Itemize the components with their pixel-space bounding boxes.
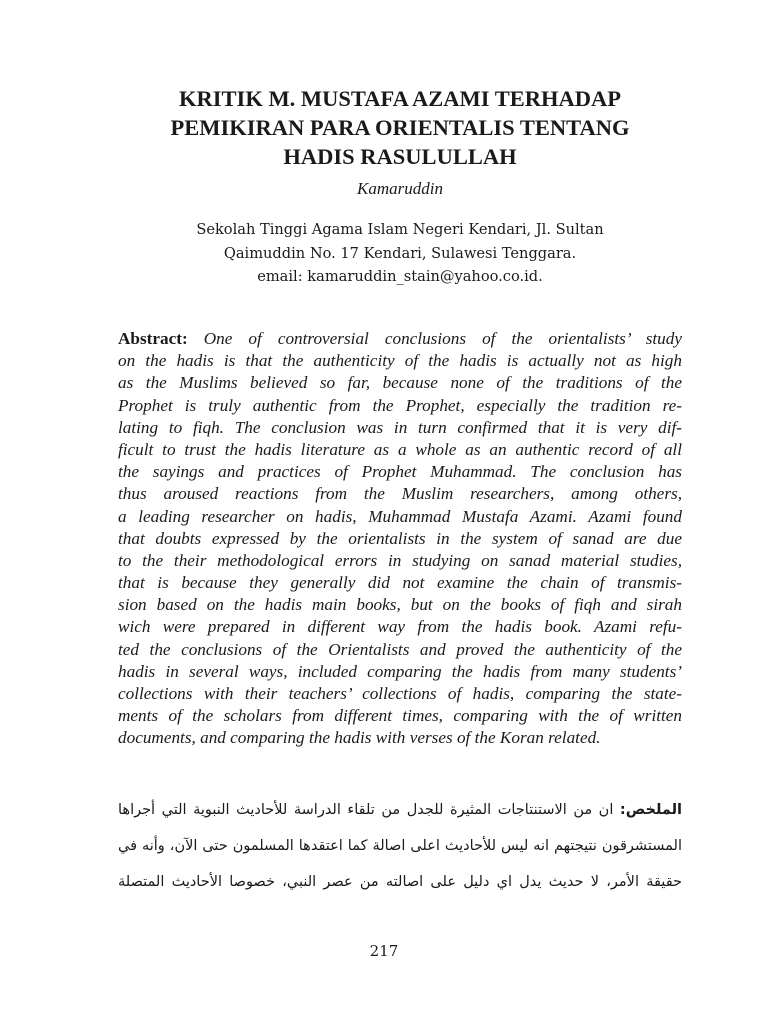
abstract-line: that is because they generally did not examine the chain of transmis- [118, 573, 682, 593]
title-line: PEMIKIRAN PARA ORIENTALIS TENTANG [170, 115, 630, 140]
abstract-line: ted the conclusions of the Orientalists and proved the authenticity of the [118, 639, 682, 659]
abstract-line: as the Muslims believed so far, because none of the traditions of the [118, 373, 682, 393]
abstract-line: thus aroused reactions from the Muslim researchers, among others, [118, 484, 682, 504]
abstract-line [118, 328, 682, 350]
author-name: Kamaruddin [357, 179, 443, 198]
abstract-line: sion based on the hadis main books, but on the books of fiqh and sirah [118, 595, 682, 615]
abstract-text: One of controversial conclusions of the orientalists’ study [203, 329, 682, 348]
affiliation-line: Qaimuddin No. 17 Kendari, Sulawesi Tenggara. [223, 244, 577, 262]
arabic-abstract-line [118, 792, 682, 828]
english-abstract [118, 328, 682, 750]
arabic-abstract-label: الملخص: [619, 802, 683, 818]
page-number: 217 [369, 942, 399, 960]
arabic-abstract-line: حقيقة الأمر، لا حديث يدل اي دليل على اصالته من عصر النبي، خصوصا الأحاديث المتصلة [118, 874, 682, 890]
abstract-line: ments of the scholars from different times, comparing with the of written [118, 706, 682, 726]
abstract-label: Abstract: [118, 329, 188, 348]
abstract-line: on the hadis is that the authenticity of the hadis is actually not as high [118, 351, 682, 371]
abstract-line: Prophet is truly authentic from the Prophet, especially the tradition re- [118, 395, 682, 415]
title-line: KRITIK M. MUSTAFA AZAMI TERHADAP [179, 86, 621, 111]
arabic-abstract-line: المستشرقون نتيجتهم انه ليس للأحاديث اعلى اصالة كما اعتقدها المسلمون حتى الآن، وأنه في [118, 838, 682, 854]
author-affiliation [118, 218, 682, 289]
article-title [118, 84, 682, 171]
arabic-abstract [118, 792, 682, 900]
abstract-line: the sayings and practices of Prophet Muhammad. The conclusion has [118, 462, 682, 482]
abstract-line: a leading researcher on hadis, Muhammad Mustafa Azami. Azami found [118, 506, 682, 526]
affiliation-line: Sekolah Tinggi Agama Islam Negeri Kendari, Jl. Sultan [196, 221, 604, 238]
arabic-abstract-text: ان من الاستنتاجات المثيرة للجدل من تلقاء الدراسة للأحاديث النبوية التي أجراها [118, 802, 614, 818]
abstract-line: collections with their teachers’ collections of hadis, comparing the state- [118, 684, 682, 703]
abstract-line: that doubts expressed by the orientalists in the system of sanad are due [118, 528, 682, 548]
abstract-line: ficult to trust the hadis literature as a whole as an authentic record of all [118, 439, 682, 459]
abstract-line: lating to fiqh. The conclusion was in turn confirmed that it is very dif- [118, 417, 682, 437]
abstract-line: to the their methodological errors in studying on sanad material studies, [118, 550, 682, 570]
abstract-line: hadis in several ways, included comparing the hadis from many students’ [118, 661, 682, 681]
affiliation-email: email: kamaruddin_stain@yahoo.co.id. [257, 268, 543, 285]
abstract-line: documents, and comparing the hadis with verses of the Koran related. [118, 728, 601, 748]
abstract-line: wich were prepared in different way from the hadis book. Azami refu- [118, 617, 682, 637]
title-line: HADIS RASULULLAH [283, 144, 517, 169]
